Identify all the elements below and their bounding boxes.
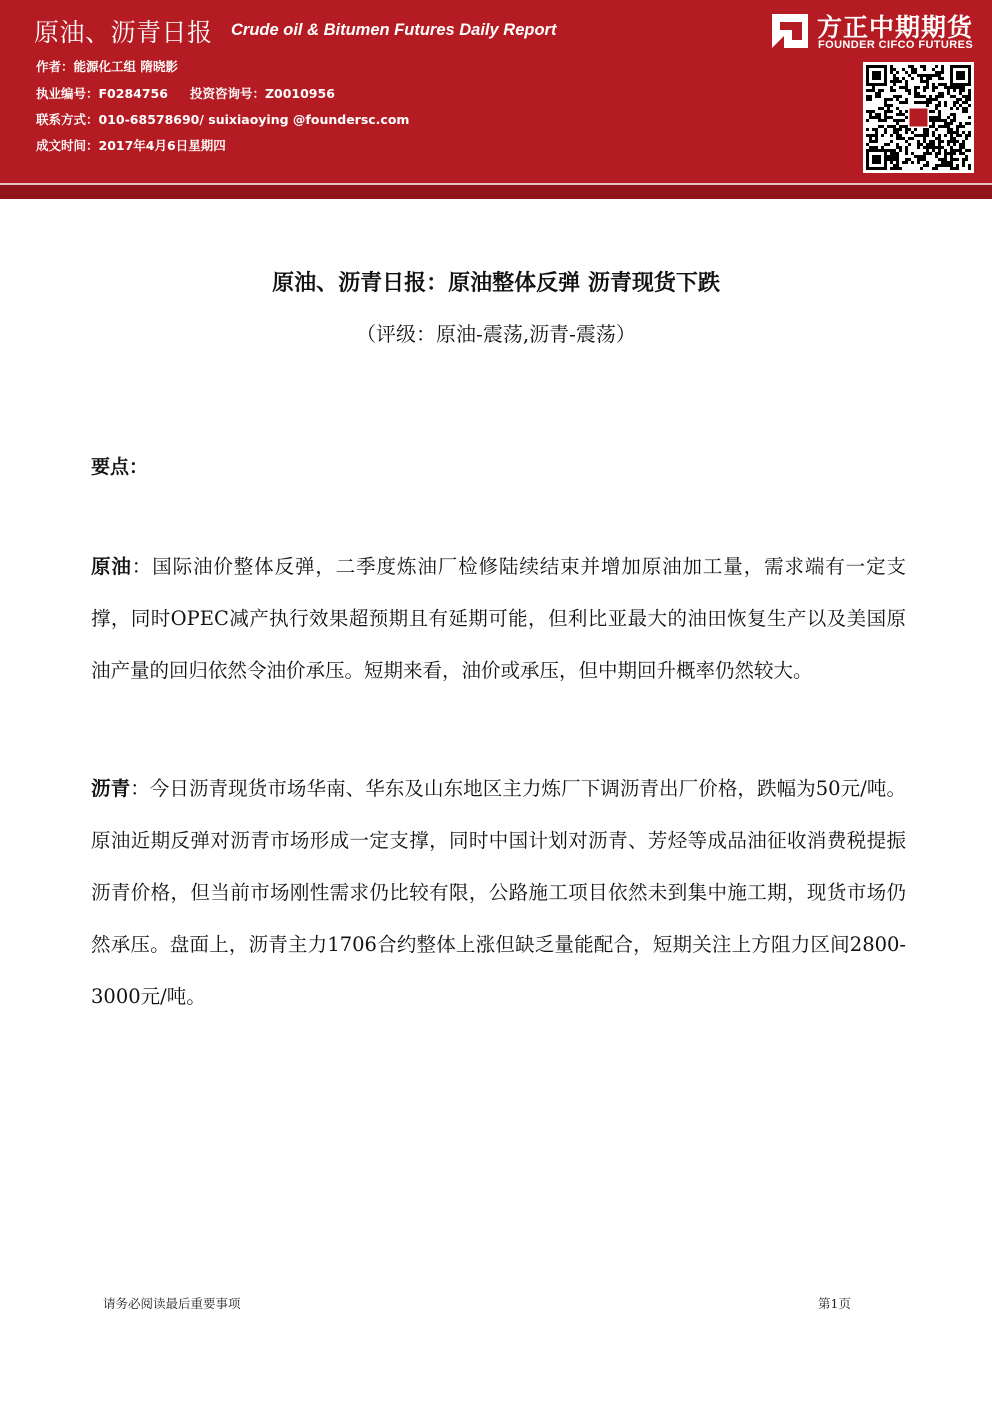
- author-line: [36, 57, 178, 75]
- paragraph-text: ：今日沥青现货市场华南、华东及山东地区主力炼厂下调沥青出厂价格，跌幅为50元/吨。原油近期反弹对沥青市场形成一定支撑，同时中国计划对沥青、芳烃等成品油征收消费税提振沥青价格，但当前市场刚性需求仍比较有限，公路施工项目依然未到集中施工期，现货市场仍然承压。盘面上，沥青主力1706合约整体上涨但缺乏量能配合，短期关注上方阻力区间2800-3000元/吨。: [91, 777, 906, 1008]
- author-value: 能源化工组 隋晓影: [73, 59, 178, 74]
- license-label: 执业编号：: [36, 86, 99, 101]
- date-value: 2017年4月6日星期四: [98, 138, 226, 153]
- date-line: [36, 136, 226, 154]
- license-line: [36, 84, 335, 102]
- crude-oil-paragraph: [91, 541, 906, 697]
- contact-value: 010-68578690/ suixiaoying @foundersc.com: [98, 112, 410, 127]
- brand-name-en: FOUNDER CIFCO FUTURES: [818, 39, 974, 51]
- consult-label: 投资咨询号：: [189, 86, 265, 101]
- page-number: 第1页: [818, 1296, 851, 1311]
- page-title: 原油、沥青日报：原油整体反弹 沥青现货下跌: [272, 271, 720, 296]
- license-value: F0284756: [98, 86, 168, 101]
- consult-value: Z0010956: [264, 86, 335, 101]
- contact-line: [36, 110, 409, 128]
- rating-subtitle: （评级：原油-震荡,沥青-震荡）: [356, 322, 636, 346]
- author-label: 作者：: [36, 59, 74, 74]
- paragraph-lead: 原油: [91, 555, 132, 578]
- key-points-heading: 要点：: [91, 456, 149, 478]
- header-divider: [0, 183, 992, 199]
- header-banner: [0, 0, 992, 183]
- paragraph-text: ：国际油价整体反弹，二季度炼油厂检修陆续结束并增加原油加工量，需求端有一定支撑，同时OPEC减产执行效果超预期且有延期可能，但利比亚最大的油田恢复生产以及美国原油产量的回归依然令油价承压。短期来看，油价或承压，但中期回升概率仍然较大。: [91, 555, 906, 682]
- report-title-en: Crude oil & Bitumen Futures Daily Report: [231, 21, 557, 39]
- bitumen-paragraph: [91, 763, 906, 1023]
- report-title-cn: 原油、沥青日报: [34, 18, 213, 47]
- qr-code-icon: [863, 62, 974, 173]
- date-label: 成文时间：: [36, 138, 99, 153]
- paragraph-lead: 沥青: [91, 777, 131, 800]
- contact-label: 联系方式：: [36, 112, 99, 127]
- founder-logo-icon: [770, 12, 810, 50]
- brand-name-cn: 方正中期期货: [817, 13, 974, 42]
- footer-notice: 请务必阅读最后重要事项: [103, 1296, 241, 1311]
